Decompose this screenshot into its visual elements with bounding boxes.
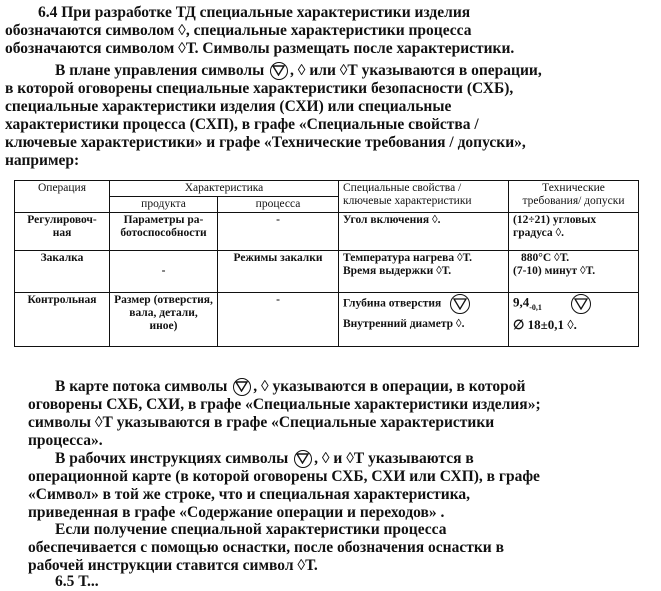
cell-product: Размер (отверстия, вала, детали, иное)	[110, 293, 218, 347]
paragraph-line: ключевые характеристики» и графе «Технические требования / допуски»,	[5, 134, 526, 151]
header-operation: Операция	[15, 181, 110, 213]
technical-line: ∅ 18±0,1 ◊.	[513, 317, 577, 332]
special-line: Температура нагрева ◊Т.	[343, 252, 473, 264]
table-header-row	[15, 181, 639, 197]
cell-operation: Контрольная	[15, 293, 110, 347]
special-line: Глубина отверстия	[343, 294, 504, 318]
paragraph-line: характеристики процесса (СХП), в графе «Специальные свойства /	[5, 116, 479, 133]
table-row	[15, 251, 639, 293]
paragraph-tooling	[0, 521, 661, 575]
paragraph-line: приведенная в графе «Содержание операции и переходов» .	[28, 504, 445, 521]
paragraph-line: символы ◊Т указываются в графе «Специальные характеристики	[28, 414, 495, 431]
paragraph-work-instructions	[0, 450, 661, 522]
paragraph-line: В карте потока символы , ◊ указываются в операции, в которой	[55, 378, 526, 395]
paragraph-line: оговорены СХБ, СХИ, в графе «Специальные характеристики изделия»;	[28, 396, 541, 413]
section-6-4	[0, 4, 661, 58]
cell-special: Угол включения ◊.	[339, 213, 509, 251]
safety-triangle-circle-icon	[571, 294, 591, 314]
section-line: обозначаются символом ◊, специальные характеристики процесса	[5, 22, 472, 39]
special-line: Время выдержки ◊Т.	[343, 265, 452, 277]
cell-process: -	[218, 293, 339, 347]
cell-operation: Закалка	[15, 251, 110, 293]
paragraph-control-plan	[0, 62, 661, 170]
paragraph-line: Если получение специальной характеристики процесса	[55, 521, 447, 538]
safety-triangle-circle-icon	[294, 450, 312, 468]
cell-technical	[509, 293, 639, 347]
paragraph-line: рабочей инструкции ставится символ ◊Т.	[28, 557, 318, 574]
cell-operation: Регулировоч-ная	[15, 213, 110, 251]
paragraph-line: специальные характеристики изделия (СХИ) или специальные	[5, 98, 452, 115]
header-product: продукта	[110, 197, 218, 213]
cell-product: -	[110, 251, 218, 293]
paragraph-line: операционной карте (в которой оговорены СХБ, СХИ или СХП), в графе	[28, 468, 540, 485]
next-section-partial: 6.5 Т...	[55, 573, 99, 590]
paragraph-line: «Символ» в той же строке, что и специальная характеристика,	[28, 486, 471, 503]
header-process: процесса	[218, 197, 339, 213]
table-row	[15, 293, 639, 347]
technical-line: 880°С ◊Т.	[521, 252, 570, 264]
cell-process: Режимы закалки	[218, 251, 339, 293]
characteristics-table	[14, 180, 639, 347]
safety-triangle-circle-icon	[450, 294, 470, 314]
safety-triangle-circle-icon	[270, 62, 288, 80]
paragraph-line: В рабочих инструкциях символы , ◊ и ◊Т указываются в	[55, 450, 474, 467]
section-line: обозначаются символом ◊Т. Символы размещать после характеристики.	[5, 40, 515, 57]
header-special: Специальные свойства /ключевые характеристики	[339, 181, 509, 213]
paragraph-flow-chart	[0, 378, 661, 450]
cell-technical	[509, 251, 639, 293]
paragraph-line: В плане управления символы , ◊ или ◊Т указываются в операции,	[55, 62, 542, 79]
cell-special	[339, 293, 509, 347]
header-technical: Технические требования/ допуски	[509, 181, 639, 213]
cell-product: Параметры ра-ботоспособности	[110, 213, 218, 251]
safety-triangle-circle-icon	[233, 378, 251, 396]
paragraph-line: обеспечивается с помощью оснастки, после обозначения оснастки в	[28, 539, 504, 556]
table-row	[15, 213, 639, 251]
technical-line: $9,4_{-0,1}$	[513, 294, 634, 318]
special-line: Внутренний диаметр ◊.	[343, 318, 465, 330]
paragraph-line: процесса».	[28, 432, 103, 449]
section-line: 6.4 При разработке ТД специальные характеристики изделия	[38, 4, 471, 21]
paragraph-line: в которой оговорены специальные характеристики безопасности (СХБ),	[5, 80, 514, 97]
cell-process: -	[218, 213, 339, 251]
cell-special	[339, 251, 509, 293]
header-characteristic: Характеристика	[110, 181, 339, 197]
cell-technical: (12÷21) угловых градуса ◊.	[509, 213, 639, 251]
technical-line: (7-10) минут ◊Т.	[513, 265, 596, 277]
paragraph-line: например:	[5, 152, 80, 169]
